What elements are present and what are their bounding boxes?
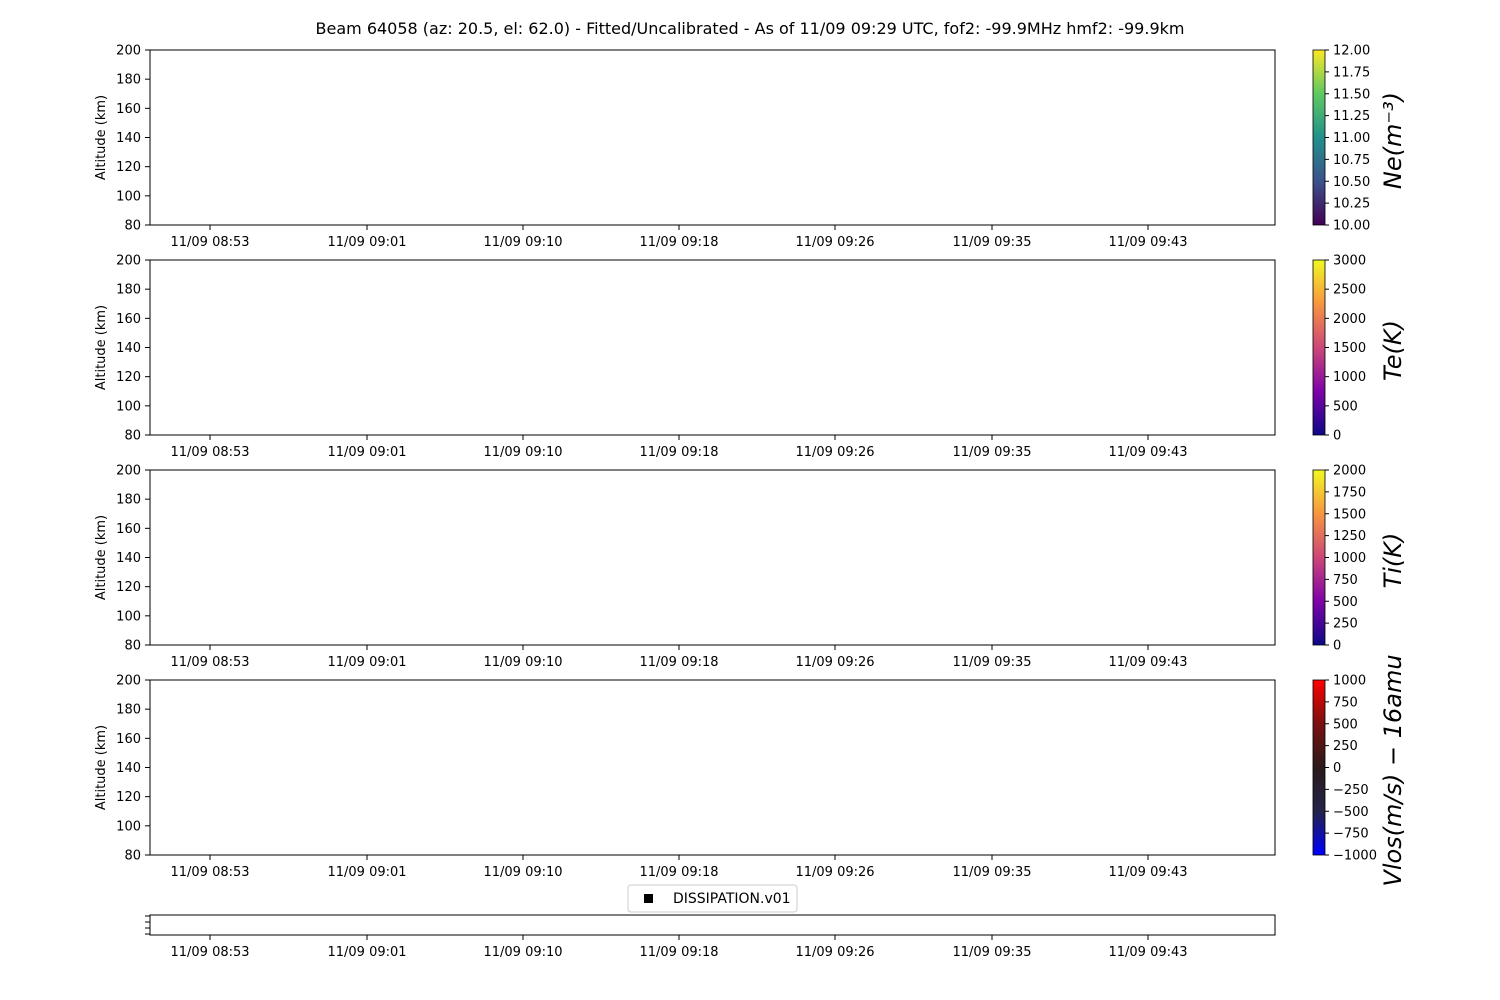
colorbar-tick-label: 1000	[1333, 673, 1367, 689]
strip-x-tick-label: 11/09 09:01	[327, 945, 407, 960]
panel-4	[94, 654, 1407, 886]
colorbar-tick-label: 750	[1333, 695, 1358, 711]
x-tick-label: 11/09 09:18	[639, 655, 719, 670]
y-tick-label: 120	[116, 370, 141, 386]
colorbar-tick-label: 0	[1333, 428, 1342, 444]
x-tick-label: 11/09 09:43	[1108, 235, 1188, 250]
x-tick-label: 11/09 09:10	[483, 445, 563, 460]
plot-area	[150, 470, 1275, 645]
y-axis-label: Altitude (km)	[94, 724, 109, 811]
strip-x-tick-label: 11/09 09:18	[639, 945, 719, 960]
colorbar-tick-label: 1500	[1333, 507, 1367, 523]
colorbar-tick-label: 11.00	[1333, 131, 1371, 146]
colorbar-tick-label: 2000	[1333, 311, 1367, 327]
colorbar-tick-label: −250	[1333, 782, 1369, 798]
y-tick-label: 80	[124, 428, 141, 444]
x-tick-label: 11/09 08:53	[170, 865, 250, 880]
chart-title: Beam 64058 (az: 20.5, el: 62.0) - Fitted/Uncalibrated - As of 11/09 09:29 UTC, fof2: -99.9MHz hmf2: -99.9km	[315, 19, 1185, 38]
x-tick-label: 11/09 09:35	[952, 235, 1032, 250]
colorbar-label: Vlos(m/s) − 16amu	[1379, 654, 1407, 887]
y-tick-label: 180	[116, 72, 141, 88]
y-axis-label: Altitude (km)	[94, 514, 109, 601]
plot-area	[150, 260, 1275, 435]
y-tick-label: 80	[124, 218, 141, 234]
y-tick-label: 200	[116, 253, 141, 269]
x-tick-label: 11/09 09:10	[483, 235, 563, 250]
panel-2	[94, 254, 1407, 461]
colorbar-tick-label: 750	[1333, 572, 1358, 588]
strip-plot-area	[150, 915, 1275, 935]
x-tick-label: 11/09 08:53	[170, 235, 250, 250]
y-tick-label: 80	[124, 638, 141, 654]
colorbar-tick-label: −500	[1333, 804, 1369, 820]
colorbar-tick-label: 10.25	[1333, 196, 1371, 212]
colorbar-tick-label: 10.75	[1333, 152, 1371, 168]
colorbar	[1313, 470, 1325, 645]
y-tick-label: 180	[116, 282, 141, 298]
x-tick-label: 11/09 09:43	[1108, 655, 1188, 670]
colorbar-tick-label: 500	[1333, 717, 1358, 733]
x-tick-label: 11/09 09:10	[483, 655, 563, 670]
colorbar-tick-label: −1000	[1333, 848, 1377, 864]
colorbar-tick-label: 1000	[1333, 551, 1367, 566]
x-tick-label: 11/09 09:35	[952, 865, 1032, 880]
x-tick-label: 11/09 09:01	[327, 445, 407, 460]
strip-x-tick-label: 11/09 09:26	[795, 945, 875, 960]
x-tick-label: 11/09 08:53	[170, 655, 250, 670]
colorbar-tick-label: 10.50	[1333, 174, 1371, 190]
y-tick-label: 160	[116, 101, 141, 117]
y-tick-label: 180	[116, 702, 141, 718]
colorbar-tick-label: 250	[1333, 616, 1358, 632]
strip-x-tick-label: 11/09 08:53	[170, 945, 250, 960]
strip-x-tick-label: 11/09 09:10	[483, 945, 563, 960]
colorbar-tick-label: 500	[1333, 594, 1358, 610]
strip-x-tick-label: 11/09 09:35	[952, 945, 1032, 960]
panel-1	[94, 44, 1407, 251]
y-tick-label: 160	[116, 521, 141, 537]
colorbar-label: Ti(K)	[1379, 532, 1407, 589]
x-tick-label: 11/09 08:53	[170, 445, 250, 460]
y-tick-label: 120	[116, 160, 141, 176]
colorbar-tick-label: 250	[1333, 739, 1358, 755]
colorbar	[1313, 50, 1325, 225]
legend-label: DISSIPATION.v01	[673, 891, 791, 907]
panels	[94, 44, 1407, 887]
x-tick-label: 11/09 09:35	[952, 655, 1032, 670]
y-tick-label: 200	[116, 463, 141, 479]
panel-3	[94, 464, 1407, 671]
y-tick-label: 160	[116, 731, 141, 747]
y-tick-label: 100	[116, 189, 141, 205]
colorbar-tick-label: 11.25	[1333, 109, 1371, 125]
colorbar	[1313, 680, 1325, 855]
plot-area	[150, 680, 1275, 855]
bottom-strip	[145, 885, 1275, 960]
colorbar	[1313, 260, 1325, 435]
colorbar-tick-label: 1500	[1333, 341, 1367, 356]
x-tick-label: 11/09 09:26	[795, 655, 875, 670]
colorbar-tick-label: 11.50	[1333, 87, 1371, 103]
colorbar-tick-label: 10.00	[1333, 218, 1371, 234]
y-tick-label: 100	[116, 399, 141, 415]
x-tick-label: 11/09 09:43	[1108, 865, 1188, 880]
colorbar-tick-label: 500	[1333, 399, 1358, 415]
y-tick-label: 180	[116, 492, 141, 508]
legend	[628, 885, 797, 912]
x-tick-label: 11/09 09:43	[1108, 445, 1188, 460]
y-tick-label: 120	[116, 580, 141, 596]
x-tick-label: 11/09 09:01	[327, 865, 407, 880]
x-tick-label: 11/09 09:10	[483, 865, 563, 880]
colorbar-label: Te(K)	[1379, 320, 1407, 381]
x-tick-label: 11/09 09:26	[795, 865, 875, 880]
y-tick-label: 140	[116, 341, 141, 356]
x-tick-label: 11/09 09:26	[795, 445, 875, 460]
colorbar-tick-label: 1750	[1333, 485, 1367, 501]
x-tick-label: 11/09 09:18	[639, 445, 719, 460]
y-tick-label: 200	[116, 673, 141, 689]
y-axis-label: Altitude (km)	[94, 94, 109, 181]
colorbar-tick-label: 0	[1333, 638, 1342, 654]
x-tick-label: 11/09 09:35	[952, 445, 1032, 460]
colorbar-tick-label: 12.00	[1333, 43, 1371, 59]
legend-marker	[644, 894, 653, 903]
x-tick-label: 11/09 09:18	[639, 865, 719, 880]
colorbar-tick-label: 2500	[1333, 282, 1367, 298]
x-tick-label: 11/09 09:18	[639, 235, 719, 250]
colorbar-tick-label: 1000	[1333, 370, 1367, 386]
y-tick-label: 100	[116, 819, 141, 835]
y-tick-label: 140	[116, 131, 141, 146]
colorbar-tick-label: 2000	[1333, 463, 1367, 479]
colorbar-tick-label: 1250	[1333, 529, 1367, 545]
x-tick-label: 11/09 09:01	[327, 655, 407, 670]
strip-x-tick-label: 11/09 09:43	[1108, 945, 1188, 960]
y-tick-label: 120	[116, 790, 141, 806]
y-tick-label: 140	[116, 551, 141, 566]
colorbar-tick-label: 3000	[1333, 253, 1367, 269]
y-tick-label: 100	[116, 609, 141, 625]
y-tick-label: 80	[124, 848, 141, 864]
x-tick-label: 11/09 09:26	[795, 235, 875, 250]
x-tick-label: 11/09 09:01	[327, 235, 407, 250]
plot-area	[150, 50, 1275, 225]
colorbar-tick-label: 0	[1333, 761, 1342, 776]
y-tick-label: 140	[116, 761, 141, 776]
y-tick-label: 200	[116, 43, 141, 59]
y-tick-label: 160	[116, 311, 141, 327]
colorbar-label: Ne(m⁻³)	[1379, 91, 1407, 190]
colorbar-tick-label: −750	[1333, 826, 1369, 842]
y-axis-label: Altitude (km)	[94, 304, 109, 391]
colorbar-tick-label: 11.75	[1333, 65, 1371, 81]
